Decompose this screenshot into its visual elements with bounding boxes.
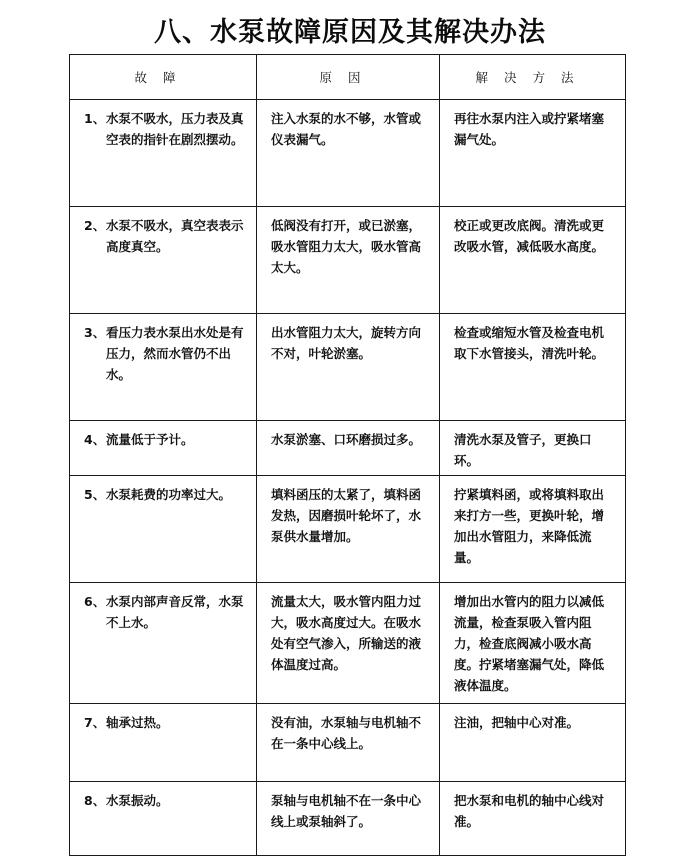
fault-text: 轴承过热。	[106, 715, 169, 730]
fault-cell	[70, 314, 257, 421]
fault-cell	[70, 704, 257, 782]
fault-cell	[70, 421, 257, 476]
fault-text: 水泵耗费的功率过大。	[106, 487, 232, 502]
cause-cell	[257, 704, 440, 782]
row-number: 4、	[84, 432, 106, 447]
table-row	[70, 421, 626, 476]
page-title: 八、水泵故障原因及其解决办法	[154, 17, 546, 48]
table-row	[70, 476, 626, 583]
row-number: 8、	[84, 793, 106, 808]
fault-cell	[70, 583, 257, 704]
header-cause: 原因	[257, 55, 440, 100]
cause-cell	[257, 583, 440, 704]
solution-cell	[440, 583, 626, 704]
solution-cell	[440, 782, 626, 856]
solution-text: 拧紧填料函，或将填料取出来打方一些，更换叶轮，增加出水管阻力，来降低流量。	[454, 487, 605, 565]
solution-text: 清洗水泵及管子，更换口环。	[454, 432, 592, 468]
solution-cell	[440, 421, 626, 476]
cause-cell	[257, 314, 440, 421]
header-solution: 解决方法	[440, 55, 626, 100]
cause-cell	[257, 100, 440, 207]
solution-text: 增加出水管内的阻力以减低流量，检查泵吸入管内阻力，检查底阀减小吸水高度。拧紧堵塞漏气处，降低液体温度。	[454, 594, 605, 693]
cause-cell	[257, 421, 440, 476]
solution-text: 注油，把轴中心对准。	[454, 715, 580, 730]
solution-cell	[440, 314, 626, 421]
cause-text: 注入水泵的水不够，水管或仪表漏气。	[271, 111, 422, 147]
solution-text: 检查或缩短水管及检查电机取下水管接头，清洗叶轮。	[454, 325, 605, 361]
header-fault: 故障	[70, 55, 257, 100]
solution-text: 把水泵和电机的轴中心线对准。	[454, 793, 605, 829]
cause-cell	[257, 476, 440, 583]
cause-text: 出水管阻力太大，旋转方向不对，叶轮淤塞。	[271, 325, 422, 361]
fault-text: 水泵不吸水，压力表及真空表的指针在剧烈摆动。	[106, 111, 244, 147]
table-row	[70, 704, 626, 782]
cause-text: 泵轴与电机轴不在一条中心线上或泵轴斜了。	[271, 793, 422, 829]
cause-text: 水泵淤塞、口环磨损过多。	[271, 432, 422, 447]
fault-cell	[70, 207, 257, 314]
fault-text: 水泵振动。	[106, 793, 169, 808]
fault-cell	[70, 782, 257, 856]
cause-cell	[257, 207, 440, 314]
fault-text: 水泵不吸水，真空表表示高度真空。	[106, 218, 244, 254]
solution-text: 再往水泵内注入或拧紧堵塞漏气处。	[454, 111, 605, 147]
row-number: 2、	[84, 218, 106, 233]
table-row	[70, 314, 626, 421]
fault-cell	[70, 100, 257, 207]
cause-cell	[257, 782, 440, 856]
fault-cell	[70, 476, 257, 583]
cause-text: 低阀没有打开，或已淤塞，吸水管阻力太大，吸水管高太大。	[271, 218, 422, 275]
cause-text: 填料函压的太紧了，填料函发热，因磨损叶轮坏了，水泵供水量增加。	[271, 487, 422, 544]
pump-fault-table	[69, 54, 626, 856]
fault-text: 水泵内部声音反常，水泵不上水。	[106, 594, 244, 630]
table-row	[70, 782, 626, 856]
cause-text: 流量太大，吸水管内阻力过大，吸水高度过大。在吸水处有空气渗入，所输送的液体温度过高。	[271, 594, 422, 672]
solution-cell	[440, 100, 626, 207]
fault-text: 流量低于予计。	[106, 432, 194, 447]
cause-text: 没有油，水泵轴与电机轴不在一条中心线上。	[271, 715, 422, 751]
row-number: 5、	[84, 487, 106, 502]
solution-text: 校正或更改底阀。清洗或更改吸水管，减低吸水高度。	[454, 218, 605, 254]
row-number: 6、	[84, 594, 106, 609]
solution-cell	[440, 704, 626, 782]
solution-cell	[440, 207, 626, 314]
row-number: 7、	[84, 715, 106, 730]
table-row	[70, 207, 626, 314]
table-row	[70, 583, 626, 704]
row-number: 1、	[84, 111, 106, 126]
row-number: 3、	[84, 325, 106, 340]
table-row	[70, 100, 626, 207]
fault-text: 看压力表水泵出水处是有压力，然而水管仍不出水。	[106, 325, 244, 382]
solution-cell	[440, 476, 626, 583]
table-header-row	[70, 55, 626, 100]
